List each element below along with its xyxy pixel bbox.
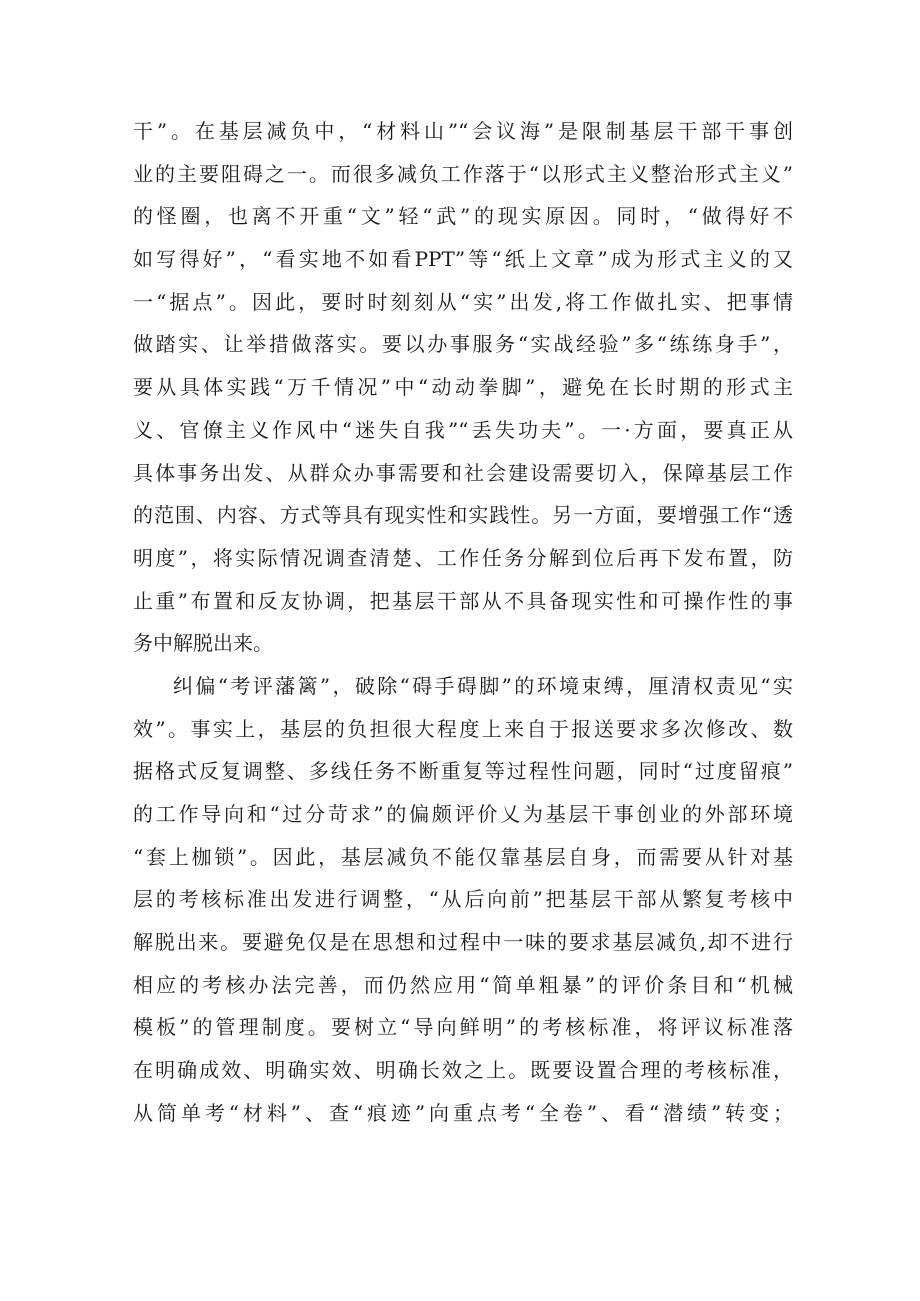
paragraph-line: 据格式反复调整、多线任务不断重复等过程性问题，同时“过度留痕” — [133, 759, 793, 784]
paragraph-line: 义、官僚主义作风中“迷失自我”“丢失功夫”。一·方面，要真正从 — [133, 417, 793, 442]
paragraph-2 — [133, 665, 793, 1135]
paragraph-line: 的工作导向和“过分苛求”的偏颇评价乂为基层干事创业的外部环境 — [133, 802, 793, 826]
paragraph-line: 的范围、内容、方式等具有现实性和实践性。另一方面，要增强工作“透 — [133, 503, 793, 528]
paragraph-line: 效”。事实上，基层的负担很大程度上来自于报送要求多次修改、数 — [133, 716, 793, 741]
paragraph-line: 层的考核标准出发进行调整，“从后向前”把基层干部从繁复考核中 — [133, 887, 793, 912]
paragraph-line: 要从具体实践“万千情况”中“动动拳脚”，避免在长时期的形式主 — [133, 375, 793, 400]
paragraph-line: 一“据点”。因此，要时时刻刻从“实”出发,将工作做扎实、把事情 — [133, 289, 793, 314]
paragraph-line: 相应的考核办法完善，而仍然应用“简单粗暴”的评价条目和“机械 — [133, 972, 793, 997]
paragraph-line: 纠偏“考评藩篱”，破除“碍手碍脚”的环境束缚，厘清权责见“实 — [173, 673, 793, 698]
paragraph-line: 做踏实、让举措做落实。要以办事服务“实战经验”多“练练身手”， — [133, 332, 793, 357]
document-body — [133, 110, 793, 1135]
paragraph-line: 如写得好”，“看实地不如看PPT”等“纸上文章”成为形式主义的又 — [133, 247, 793, 272]
paragraph-line: 具体事务出发、从群众办事需要和社会建设需要切入，保障基层工作 — [133, 460, 793, 485]
paragraph-1 — [133, 110, 793, 665]
paragraph-line: 在明确成效、明确实效、明确长效之上。既要设置合理的考核标准， — [133, 1058, 793, 1083]
paragraph-line: 干”。在基层减负中，“材料山”“会议海”是限制基层干部干事创 — [133, 119, 793, 143]
paragraph-line: 业的主要阻碍之一。而很多减负工作落于“以形式主义整治形式主义” — [133, 161, 793, 186]
paragraph-line: 模板”的管理制度。要树立“导向鲜明”的考核标准，将评议标准落 — [133, 1015, 793, 1040]
paragraph-line: 明度”，将实际情况调查清楚、工作任务分解到位后再下发布置，防 — [133, 545, 793, 570]
paragraph-line: 的怪圈，也离不开重“文”轻“武”的现实原因。同时，“做得好不 — [133, 204, 793, 229]
paragraph-line: 从简单考“材料”、查“痕迹”向重点考“全卷”、看“潜绩”转变； — [133, 1100, 793, 1125]
paragraph-line: 止重”布置和反友协调，把基层干部从不具备现实性和可操作性的事 — [133, 588, 793, 613]
paragraph-line: 务中解脱出来。 — [133, 631, 273, 656]
paragraph-line: “套上枷锁”。因此，基层减负不能仅靠基层自身，而需要从针对基 — [133, 844, 793, 869]
paragraph-line: 解脱出来。要避免仅是在思想和过程中一味的要求基层减负,却不进行 — [133, 930, 793, 955]
